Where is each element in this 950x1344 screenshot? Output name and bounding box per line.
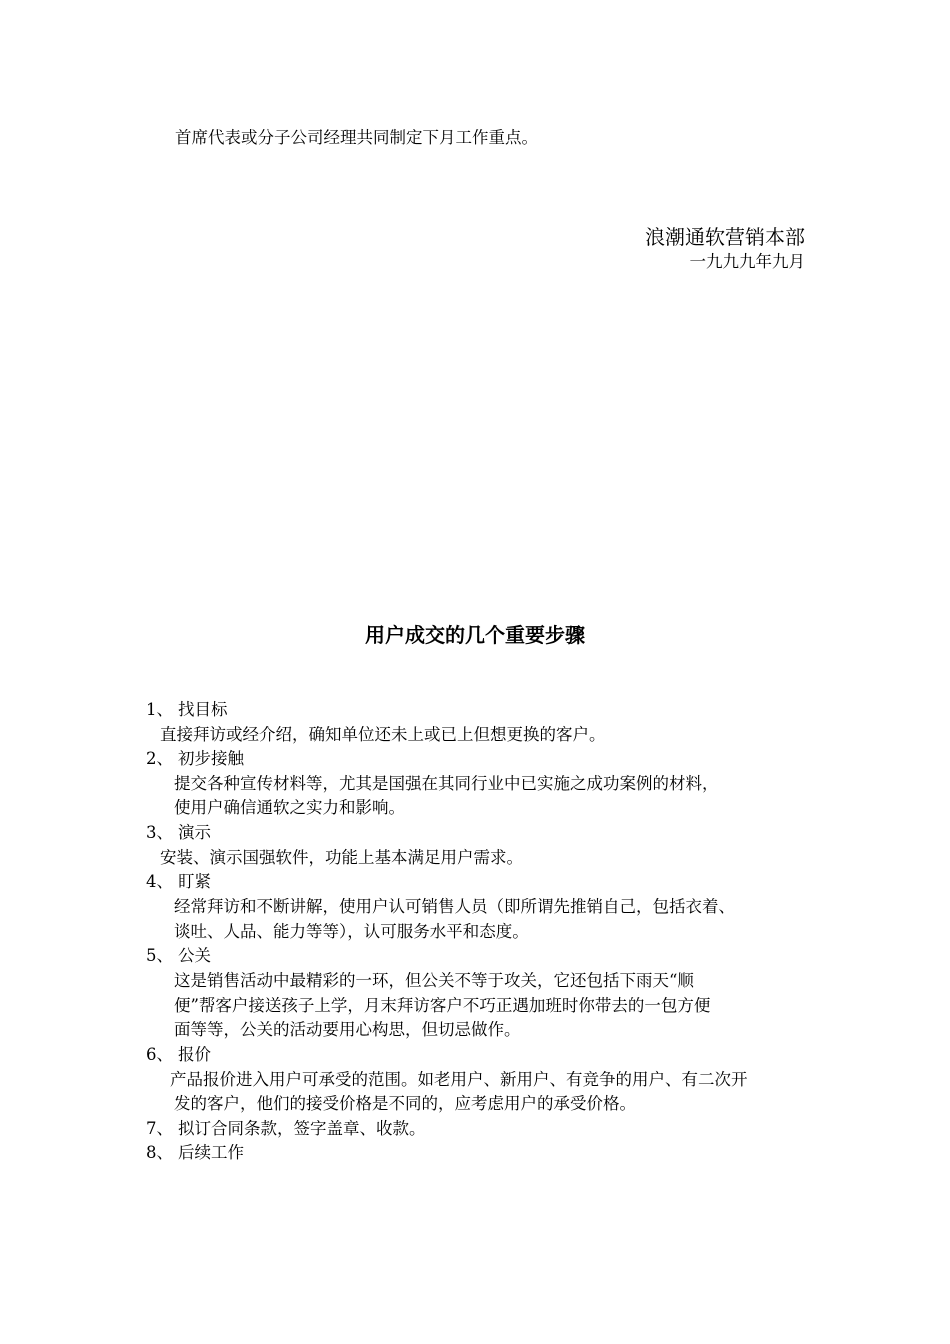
page-title: 用户成交的几个重要步骤 bbox=[365, 623, 585, 647]
step-8-number: 8、 bbox=[146, 1143, 173, 1162]
step-6-number: 6、 bbox=[146, 1045, 173, 1064]
step-3-number: 3、 bbox=[146, 823, 173, 842]
signature-org: 浪潮通软营销本部 bbox=[645, 225, 805, 249]
step-6-desc-line-2: 发的客户，他们的接受价格是不同的，应考虑用户的承受价格。 bbox=[174, 1094, 636, 1113]
step-5-heading: 公关 bbox=[178, 946, 211, 965]
step-3-heading: 演示 bbox=[178, 823, 211, 842]
step-4-desc-line-2: 谈吐、人品、能力等等），认可服务水平和态度。 bbox=[174, 922, 529, 941]
step-7-number: 7、 bbox=[146, 1119, 173, 1138]
step-1-number: 1、 bbox=[146, 700, 173, 719]
step-8-heading: 后续工作 bbox=[178, 1143, 244, 1162]
step-5-number: 5、 bbox=[146, 946, 173, 965]
step-5-desc-line-2: 便”帮客户接送孩子上学，月末拜访客户不巧正遇加班时你带去的一包方便 bbox=[174, 996, 711, 1015]
signature-date: 一九九九年九月 bbox=[689, 252, 805, 271]
step-2-desc-line-2: 使用户确信通软之实力和影响。 bbox=[174, 798, 405, 817]
step-2-heading: 初步接触 bbox=[178, 749, 244, 768]
step-6-desc-line-1: 产品报价进入用户可承受的范围。如老用户、新用户、有竞争的用户、有二次开 bbox=[170, 1070, 748, 1089]
step-5-desc-line-3: 面等等，公关的活动要用心构思，但切忌做作。 bbox=[174, 1020, 521, 1039]
step-2-desc-line-1: 提交各种宣传材料等，尤其是国强在其同行业中已实施之成功案例的材料， bbox=[174, 774, 719, 793]
step-4-heading: 盯紧 bbox=[178, 872, 211, 891]
step-5-desc-line-1: 这是销售活动中最精彩的一环，但公关不等于攻关，它还包括下雨天“顺 bbox=[174, 971, 694, 990]
step-4-desc-line-1: 经常拜访和不断讲解，使用户认可销售人员（即所谓先推销自己，包括衣着、 bbox=[174, 897, 735, 916]
step-1-heading: 找目标 bbox=[178, 700, 228, 719]
step-6-heading: 报价 bbox=[178, 1045, 211, 1064]
step-1-desc-line-1: 直接拜访或经介绍，确知单位还未上或已上但想更换的客户。 bbox=[160, 725, 606, 744]
step-7-heading: 拟订合同条款，签字盖章、收款。 bbox=[178, 1119, 426, 1138]
intro-line: 首席代表或分子公司经理共同制定下月工作重点。 bbox=[175, 128, 538, 147]
step-3-desc-line-1: 安装、演示国强软件，功能上基本满足用户需求。 bbox=[160, 848, 523, 867]
step-4-number: 4、 bbox=[146, 872, 173, 891]
step-2-number: 2、 bbox=[146, 749, 173, 768]
